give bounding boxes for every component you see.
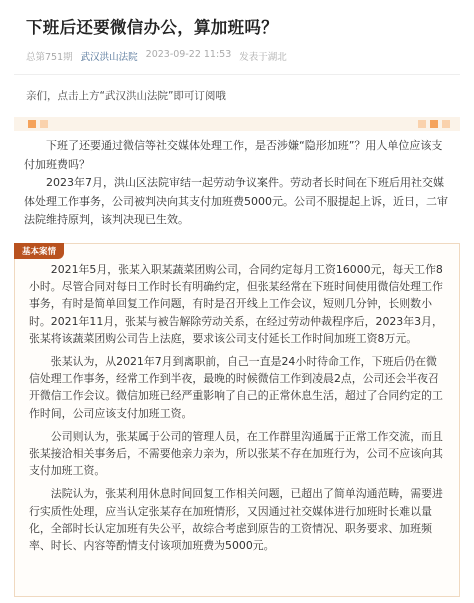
issue-number: 总第751期: [26, 52, 73, 63]
intro-paragraph: 下班了还要通过微信等社交媒体处理工作，是否涉嫌“隐形加班”？用人单位应该支付加班费吗？: [24, 139, 443, 171]
decorative-band: [14, 112, 460, 136]
header-divider: [14, 74, 460, 75]
article-meta: [26, 49, 287, 63]
subscribe-note: 亲们，点击上方“武汉洪山法院”即可订阅哦: [26, 90, 226, 102]
section-badge: 基本案情: [14, 243, 64, 259]
basic-case-box: [14, 243, 460, 597]
account-name-link[interactable]: 武汉洪山法院: [80, 52, 138, 63]
case-paragraph: 张某认为，从2021年7月到离职前，自己一直是24小时待命工作，下班后仍在微信处理工作事务，经常工作到半夜，最晚的时候微信工作到凌晨2点，公司还会半夜召开微信工作会议。微信加班已经严重影响了自己的正常休息生活，超过了合同约定的工作时间，公司应该支付加班工资。: [29, 355, 443, 420]
intro-section: [24, 137, 452, 230]
article-title: 下班后还要微信办公，算加班吗？: [26, 18, 278, 37]
case-paragraph: 法院认为，张某利用休息时间回复工作相关问题，已超出了简单沟通范畴，需要进行实质性处理，应当认定张某存在加班情形，又因通过社交媒体进行加班时长难以量化，全部时长认定加班有失公平，故综合考虑到原告的工资情况、职务要求、加班频率、时长、内容等酌情支付该项加班费为5000元。: [29, 487, 443, 553]
case-paragraph: 2021年5月，张某入职某蔬菜团购公司，合同约定每月工资16000元，每天工作8小时。尽管合同对每日工作时长有明确约定，但张某经常在下班时间使用微信处理工作事务，有时是简单回复工作问题，有时是召开线上工作会议，短则几分钟，长则数小时。2021年11月，张某与被告解除劳动关系，在经过劳动仲裁程序后，2023年3月，张某将该蔬菜团购公司告上法庭，要求该公司支付延长工作时间加班工资8万元。: [29, 263, 443, 345]
case-paragraph: 公司则认为，张某属于公司的管理人员，在工作群里沟通属于正常工作交流，而且张某接洽相关事务后，不需要他亲力亲为，所以张某不存在加班行为，公司不应该向其支付加班工资。: [29, 429, 443, 478]
intro-paragraph: 2023年7月，洪山区法院审结一起劳动争议案件。劳动者长时间在下班后用社交媒体处理工作事务，公司被判决向其支付加班费5000元。公司不服提起上诉，近日，二审法院维持原判，该判决现已生效。: [24, 176, 448, 227]
basic-case-body: [29, 261, 447, 560]
publish-date: 2023-09-22 11:53: [145, 49, 232, 60]
publish-location: 发表于湖北: [239, 52, 287, 63]
